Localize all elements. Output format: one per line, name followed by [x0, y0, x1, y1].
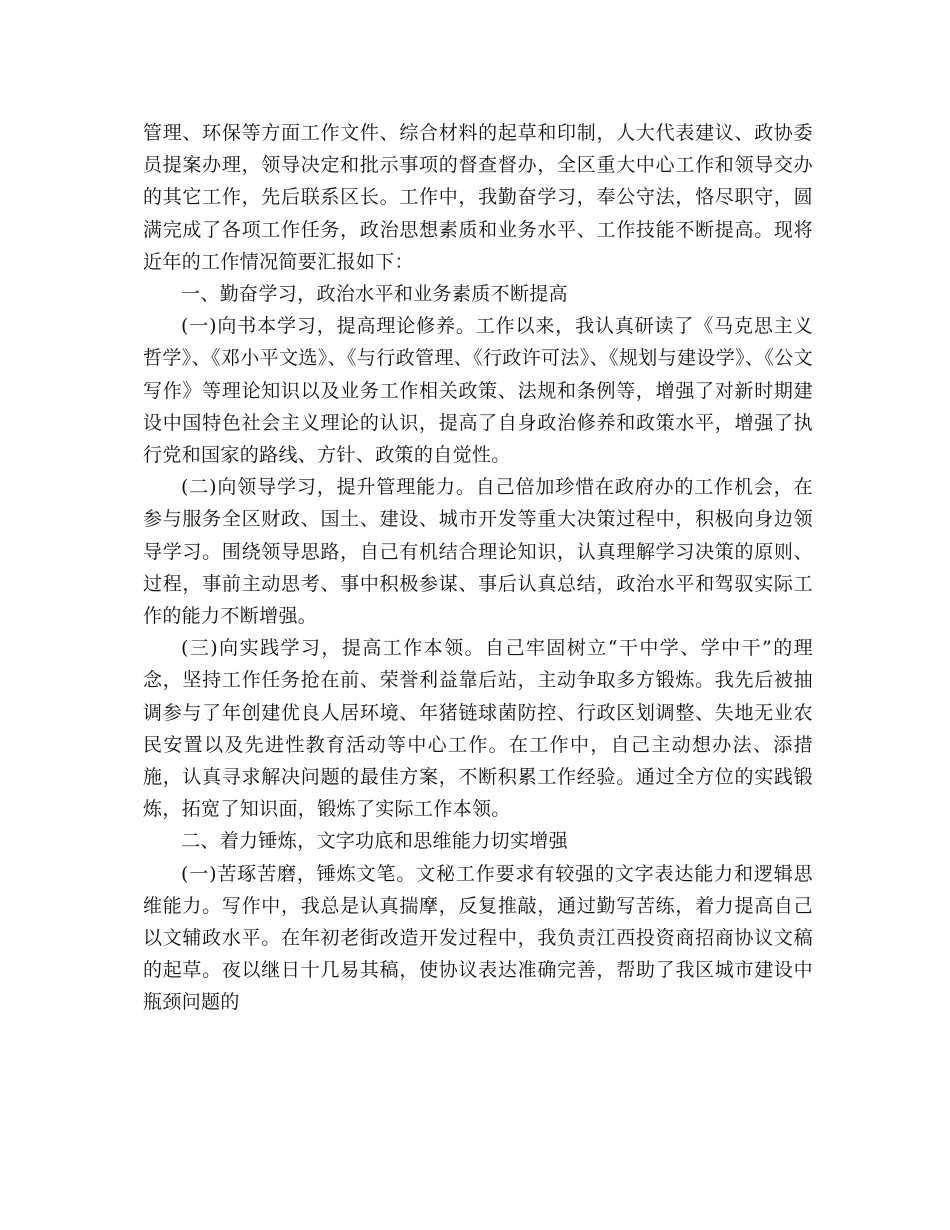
- document-body: [143, 117, 813, 1019]
- section-heading-2: 二、着力锤炼，文字功底和思维能力切实增强: [181, 830, 569, 853]
- paragraph-2: (一)向书本学习，提高理论修养。工作以来，我认真研读了《马克思主义哲学》、《邓小平文选》、《与行政管理、《行政许可法》、《规划与建设学》、《公文写作》等理论知识以及业务工作相关政策、法规和条例等，增强了对新时期建设中国特色社会主义理论的认识，提高了自身政治修养和政策水平，增强了执行党和国家的路线、方针、政策的自觉性。: [143, 315, 813, 467]
- paragraph-5: (一)苦琢苦磨，锤炼文笔。文秘工作要求有较强的文字表达能力和逻辑思维能力。写作中，我总是认真揣摩，反复推敲，通过勤写苦练，着力提高自己以文辅政水平。在年初老街改造开发过程中，我负责江西投资商招商协议文稿的起草。夜以继日十几易其稿，使协议表达准确完善，帮助了我区城市建设中瓶颈问题的: [143, 862, 813, 1014]
- section-heading-1: 一、勤奋学习，政治水平和业务素质不断提高: [181, 283, 569, 306]
- paragraph-4: (三)向实践学习，提高工作本领。自己牢固树立“干中学、学中干”的理念，坚持工作任务抢在前、荣誉利益靠后站，主动争取多方锻炼。我先后被抽调参与了年创建优良人居环境、年猪链球菌防控、行政区划调整、失地无业农民安置以及先进性教育活动等中心工作。在工作中，自己主动想办法、添措施，认真寻求解决问题的最佳方案，不断积累工作经验。通过全方位的实践锻炼，拓宽了知识面，锻炼了实际工作本领。: [143, 637, 813, 821]
- paragraph-3: (二)向领导学习，提升管理能力。自己倍加珍惜在政府办的工作机会，在参与服务全区财政、国土、建设、城市开发等重大决策过程中，积极向身边领导学习。围绕领导思路，自己有机结合理论知识，认真理解学习决策的原则、过程，事前主动思考、事中积极参谋、事后认真总结，政治水平和驾驭实际工作的能力不断增强。: [143, 476, 813, 628]
- paragraph-1: 管理、环保等方面工作文件、综合材料的起草和印制，人大代表建议、政协委员提案办理，领导决定和批示事项的督查督办，全区重大中心工作和领导交办的其它工作，先后联系区长。工作中，我勤奋学习，奉公守法，恪尽职守，圆满完成了各项工作任务，政治思想素质和业务水平、工作技能不断提高。现将近年的工作情况简要汇报如下：: [143, 122, 813, 273]
